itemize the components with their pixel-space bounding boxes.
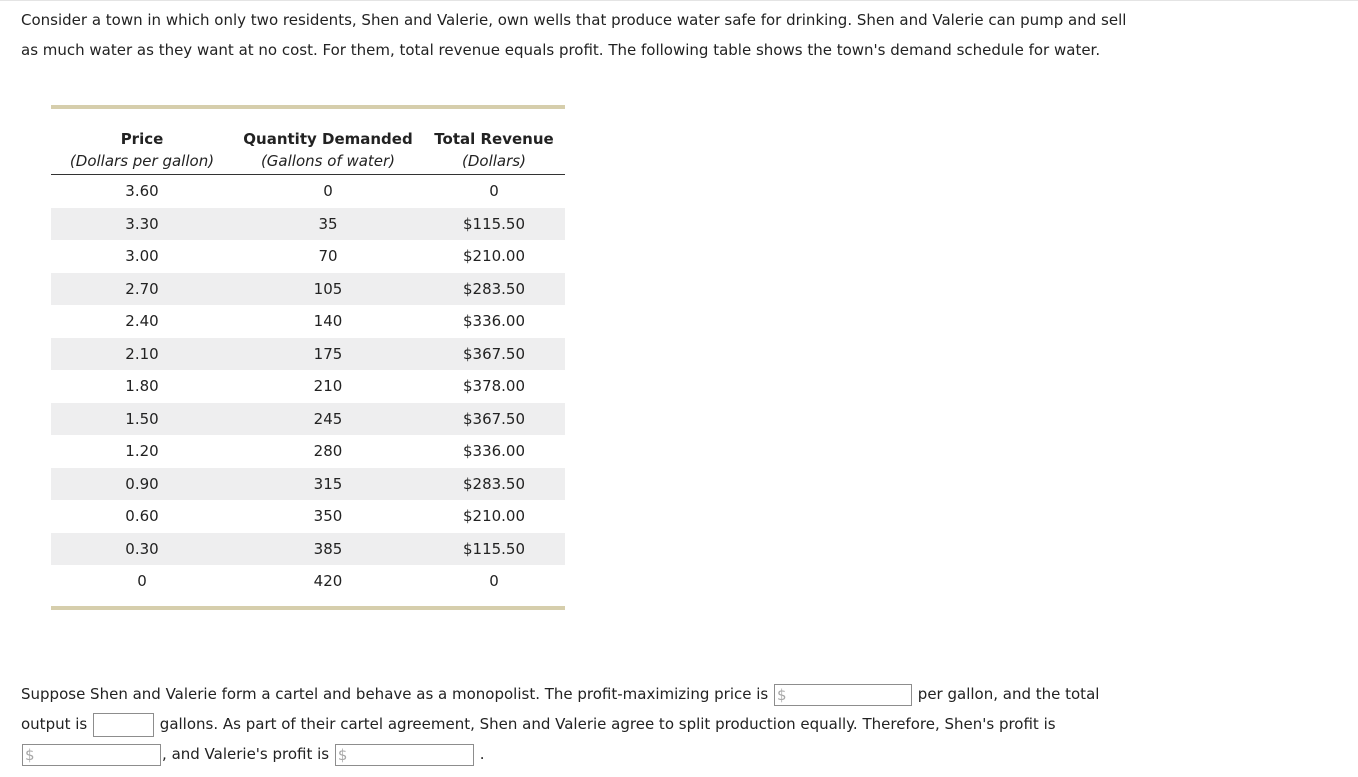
total-output-input[interactable]: [93, 713, 154, 737]
table-row: [51, 565, 565, 598]
unit-revenue: (Dollars): [423, 148, 565, 175]
quantity-cell: 280: [313, 442, 343, 461]
question-text-5: and Valerie's profit is: [171, 745, 330, 763]
table-row: [51, 305, 565, 338]
revenue-cell: $367.50: [423, 338, 565, 371]
question-text-6: .: [479, 745, 485, 763]
revenue-cell: $283.50: [423, 468, 565, 501]
price-input[interactable]: [774, 684, 912, 706]
revenue-cell: $210.00: [462, 507, 526, 526]
question-text-3: gallons. As part of their cartel agreement, Shen and Valerie agree to split production equally. Therefore, Shen's profit is: [159, 715, 1056, 733]
revenue-cell: $336.00: [462, 312, 526, 331]
header-price: Price: [120, 130, 164, 148]
quantity-cell: 175: [233, 338, 423, 371]
valerie-profit-input[interactable]: [335, 744, 474, 766]
question-text-4: ,: [162, 745, 167, 763]
question-text-1: Suppose Shen and Valerie form a cartel and behave as a monopolist. The profit-maximizing price is: [21, 685, 769, 703]
price-cell: 1.50: [51, 403, 233, 436]
table-row: [51, 403, 565, 436]
top-divider: [0, 0, 1358, 3]
quantity-cell: 420: [313, 572, 343, 591]
revenue-cell: $336.00: [462, 442, 526, 461]
price-cell: 3.60: [125, 182, 159, 201]
price-cell: 0.60: [125, 507, 159, 526]
demand-schedule-table: [51, 105, 565, 610]
table-body: [51, 175, 565, 598]
table-row: [51, 338, 565, 371]
unit-quantity: (Gallons of water): [233, 148, 423, 175]
table-header-row: [51, 109, 565, 148]
price-cell: 2.70: [51, 273, 233, 306]
dollar-sign-prefix: $: [25, 745, 35, 764]
quantity-cell: 0: [323, 182, 333, 201]
revenue-cell: $115.50: [423, 208, 565, 241]
revenue-cell: $115.50: [423, 533, 565, 566]
table-row: [51, 370, 565, 403]
price-cell: 1.80: [125, 377, 159, 396]
revenue-cell: $367.50: [423, 403, 565, 436]
shen-profit-input[interactable]: [22, 744, 161, 766]
price-cell: 0: [137, 572, 147, 591]
revenue-cell: $210.00: [462, 247, 526, 266]
price-cell: 2.10: [51, 338, 233, 371]
table-row: [51, 208, 565, 241]
quantity-cell: 350: [313, 507, 343, 526]
table-row: [51, 468, 565, 501]
table-row: [51, 175, 565, 208]
quantity-cell: 70: [318, 247, 338, 266]
question-paragraph: [21, 679, 1151, 769]
quantity-cell: 315: [233, 468, 423, 501]
table-row: [51, 273, 565, 306]
price-cell: 1.20: [125, 442, 159, 461]
revenue-cell: 0: [489, 182, 499, 201]
table-row: [51, 240, 565, 273]
unit-price: (Dollars per gallon): [51, 148, 233, 175]
price-cell: 0.90: [51, 468, 233, 501]
table-row: [51, 500, 565, 533]
revenue-cell: 0: [489, 572, 499, 591]
quantity-cell: 245: [233, 403, 423, 436]
price-cell: 2.40: [125, 312, 159, 331]
dollar-sign-prefix: $: [777, 685, 787, 704]
header-total-revenue: Total Revenue: [434, 130, 554, 148]
table-units-row: [51, 148, 565, 175]
dollar-sign-prefix: $: [337, 745, 348, 764]
quantity-cell: 105: [233, 273, 423, 306]
quantity-cell: 385: [233, 533, 423, 566]
question-text-2: per gallon, and the total output is: [21, 685, 1100, 733]
table-bottom-rule: [51, 606, 565, 610]
intro-paragraph: Consider a town in which only two residents, Shen and Valerie, own wells that produce water safe for drinking. Shen and Valerie can pump and sell as much water as they want at no cost. For them, total revenue equals profit. The following table shows the town's demand schedule for water.: [21, 11, 1127, 59]
price-cell: 3.30: [51, 208, 233, 241]
quantity-cell: 35: [233, 208, 423, 241]
quantity-cell: 210: [313, 377, 343, 396]
revenue-cell: $283.50: [423, 273, 565, 306]
price-cell: 3.00: [125, 247, 159, 266]
table-row: [51, 435, 565, 468]
price-cell: 0.30: [51, 533, 233, 566]
header-quantity-demanded: Quantity Demanded: [243, 130, 413, 148]
quantity-cell: 140: [313, 312, 343, 331]
table-row: [51, 533, 565, 566]
revenue-cell: $378.00: [462, 377, 526, 396]
